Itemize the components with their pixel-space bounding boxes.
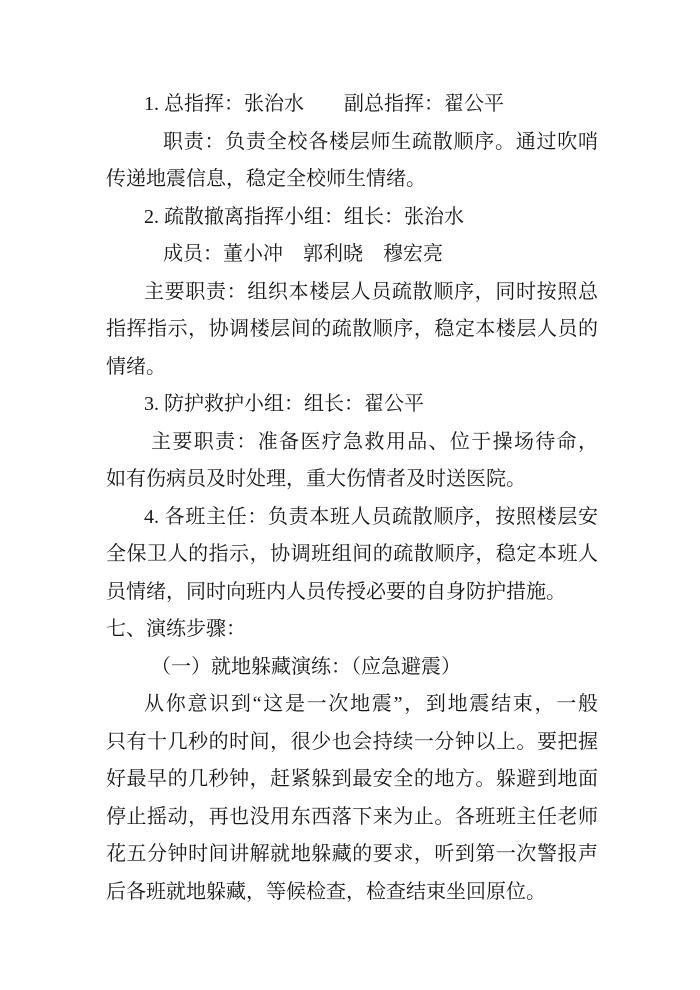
text-line: 1. 总指挥：张治水 副总指挥：翟公平	[144, 93, 504, 115]
text-line: 从你意识到“这是一次地震”，到地震结束，一般	[144, 693, 598, 715]
text-line: 七、演练步骤：	[106, 618, 246, 640]
text-line: 后各班就地躲藏，等候检查，检查结束坐回原位。	[106, 880, 546, 903]
document-text-column	[106, 86, 598, 911]
text-line: 主要职责：组织本楼层人员疏散顺序，同时按照总	[144, 280, 598, 303]
text-line: 员情绪，同时向班内人员传授必要的自身防护措施。	[106, 580, 566, 603]
text-line: 情绪。	[106, 355, 166, 378]
text-line: 好最早的几秒钟，赶紧躲到最安全的地方。躲避到地面	[106, 768, 598, 790]
text-line: 主要职责：准备医疗急救用品、位于操场待命，	[151, 430, 598, 453]
text-line: 停止摇动，再也没用东西落下来为止。各班班主任老师	[106, 805, 598, 828]
text-line: 全保卫人的指示，协调班组间的疏散顺序，稳定本班人	[106, 543, 598, 565]
text-line: 2. 疏散撤离指挥小组：组长：张治水	[144, 205, 464, 228]
text-line: 职责：负责全校各楼层师生疏散顺序。通过吹哨	[163, 130, 598, 153]
text-line: 如有伤病员及时处理，重大伤情者及时送医院。	[106, 468, 526, 490]
text-line: （一）就地躲藏演练：（应急避震）	[151, 655, 461, 678]
text-line: 花五分钟时间讲解就地躲藏的要求，听到第一次警报声	[106, 843, 598, 865]
text-line: 3. 防护救护小组：组长：翟公平	[144, 393, 424, 415]
text-line: 传递地震信息，稳定全校师生情绪。	[106, 168, 426, 190]
text-line: 指挥指示，协调楼层间的疏散顺序，稳定本楼层人员的	[106, 318, 598, 340]
text-line: 4. 各班主任：负责本班人员疏散顺序，按照楼层安	[144, 505, 598, 528]
text-line: 只有十几秒的时间，很少也会持续一分钟以上。要把握	[106, 730, 598, 753]
text-line: 成员：董小冲 郭利晓 穆宏亮	[163, 243, 443, 265]
